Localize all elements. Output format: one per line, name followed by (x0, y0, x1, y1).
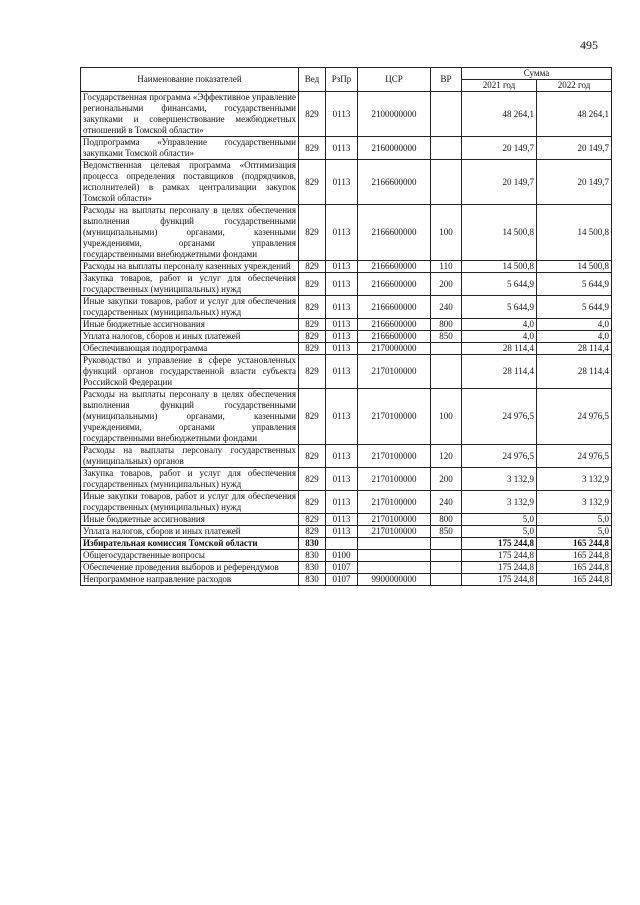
table-row (81, 389, 612, 445)
cell-csr: 2166600000 (358, 160, 431, 205)
cell-ved: 830 (299, 550, 326, 562)
cell-sum-2021: 5 644,9 (462, 296, 537, 319)
cell-ved: 829 (299, 261, 326, 273)
header-sum: Сумма (462, 68, 612, 80)
cell-rzpr: 0113 (326, 445, 358, 468)
cell-sum-2022: 165 244,8 (537, 574, 612, 586)
cell-rzpr: 0113 (326, 319, 358, 331)
cell-vr (431, 550, 462, 562)
cell-name: Закупка товаров, работ и услуг для обеспечения государственных (муниципальных) нужд (81, 273, 299, 296)
cell-name: Иные закупки товаров, работ и услуг для обеспечения государственных (муниципальных) нужд (81, 296, 299, 319)
table-row (81, 562, 612, 574)
header-vr: ВР (431, 68, 462, 92)
cell-csr: 2170100000 (358, 491, 431, 514)
cell-sum-2022: 24 976,5 (537, 389, 612, 445)
cell-sum-2021: 14 500,8 (462, 205, 537, 261)
cell-ved: 829 (299, 296, 326, 319)
cell-vr: 200 (431, 468, 462, 491)
cell-vr: 120 (431, 445, 462, 468)
table-row (81, 574, 612, 586)
cell-ved: 829 (299, 343, 326, 355)
cell-vr: 110 (431, 261, 462, 273)
cell-rzpr: 0113 (326, 137, 358, 160)
cell-vr (431, 355, 462, 389)
cell-rzpr: 0113 (326, 92, 358, 137)
table-row (81, 319, 612, 331)
cell-rzpr: 0113 (326, 273, 358, 296)
cell-ved: 829 (299, 526, 326, 538)
table-row (81, 468, 612, 491)
cell-sum-2021: 5,0 (462, 526, 537, 538)
cell-csr: 2160000000 (358, 137, 431, 160)
cell-csr: 2166600000 (358, 273, 431, 296)
cell-sum-2022: 5 644,9 (537, 296, 612, 319)
cell-sum-2021: 175 244,8 (462, 538, 537, 550)
cell-ved: 829 (299, 319, 326, 331)
table-row (81, 550, 612, 562)
cell-sum-2022: 165 244,8 (537, 550, 612, 562)
cell-rzpr: 0113 (326, 331, 358, 343)
cell-vr (431, 92, 462, 137)
cell-rzpr: 0107 (326, 574, 358, 586)
cell-sum-2022: 14 500,8 (537, 205, 612, 261)
cell-sum-2021: 3 132,9 (462, 491, 537, 514)
cell-name: Обеспечивающая подпрограмма (81, 343, 299, 355)
cell-ved: 830 (299, 574, 326, 586)
cell-ved: 829 (299, 137, 326, 160)
cell-rzpr: 0113 (326, 296, 358, 319)
cell-rzpr: 0113 (326, 389, 358, 445)
header-ved: Вед (299, 68, 326, 92)
cell-vr (431, 137, 462, 160)
cell-sum-2021: 14 500,8 (462, 261, 537, 273)
cell-ved: 829 (299, 514, 326, 526)
cell-name: Обеспечение проведения выборов и референдумов (81, 562, 299, 574)
cell-sum-2021: 3 132,9 (462, 468, 537, 491)
cell-vr: 200 (431, 273, 462, 296)
cell-sum-2022: 48 264,1 (537, 92, 612, 137)
cell-csr (358, 550, 431, 562)
page-number: 495 (580, 38, 598, 52)
table-row (81, 526, 612, 538)
cell-rzpr: 0100 (326, 550, 358, 562)
cell-csr: 2166600000 (358, 319, 431, 331)
header-rzpr: РзПр (326, 68, 358, 92)
cell-sum-2022: 5,0 (537, 526, 612, 538)
cell-csr: 2170100000 (358, 514, 431, 526)
cell-sum-2021: 175 244,8 (462, 550, 537, 562)
cell-vr: 850 (431, 526, 462, 538)
cell-sum-2021: 28 114,4 (462, 355, 537, 389)
cell-rzpr: 0113 (326, 355, 358, 389)
cell-sum-2022: 4,0 (537, 331, 612, 343)
cell-sum-2022: 28 114,4 (537, 355, 612, 389)
cell-name: Ведомственная целевая программа «Оптимизация процесса определения поставщиков (подрядчиков, исполнителей) в рамках централизации закупок Томской области» (81, 160, 299, 205)
cell-sum-2022: 3 132,9 (537, 468, 612, 491)
table-row (81, 160, 612, 205)
cell-ved: 829 (299, 273, 326, 296)
cell-sum-2022: 165 244,8 (537, 538, 612, 550)
cell-name: Руководство и управление в сфере установленных функций органов государственной власти субъекта Российской Федерации (81, 355, 299, 389)
cell-vr (431, 538, 462, 550)
cell-name: Расходы на выплаты персоналу в целях обеспечения выполнения функций государственными (муниципальными) органами, казенными учреждениями, органами управления государственными внебюджетными фондами (81, 389, 299, 445)
cell-rzpr: 0107 (326, 562, 358, 574)
cell-sum-2022: 24 976,5 (537, 445, 612, 468)
cell-ved: 829 (299, 160, 326, 205)
cell-csr: 2170100000 (358, 468, 431, 491)
table-row (81, 296, 612, 319)
cell-csr: 2166600000 (358, 205, 431, 261)
cell-vr: 240 (431, 296, 462, 319)
cell-name: Избирательная комиссия Томской области (81, 538, 299, 550)
table-row (81, 445, 612, 468)
cell-csr: 2170100000 (358, 389, 431, 445)
table-row (81, 273, 612, 296)
cell-csr: 2166600000 (358, 331, 431, 343)
cell-name: Уплата налогов, сборов и иных платежей (81, 526, 299, 538)
cell-csr: 2170100000 (358, 445, 431, 468)
cell-name: Общегосударственные вопросы (81, 550, 299, 562)
cell-ved: 829 (299, 205, 326, 261)
header-csr: ЦСР (358, 68, 431, 92)
cell-vr: 800 (431, 319, 462, 331)
cell-csr: 2170100000 (358, 526, 431, 538)
cell-name: Уплата налогов, сборов и иных платежей (81, 331, 299, 343)
table-row (81, 92, 612, 137)
cell-vr: 240 (431, 491, 462, 514)
cell-vr: 800 (431, 514, 462, 526)
cell-name: Расходы на выплаты персоналу в целях обеспечения выполнения функций государственными (муниципальными) органами, казенными учреждениями, органами управления государственными внебюджетными фондами (81, 205, 299, 261)
cell-sum-2021: 20 149,7 (462, 160, 537, 205)
cell-ved: 829 (299, 445, 326, 468)
header-year-2021: 2021 год (462, 80, 537, 92)
table-row (81, 343, 612, 355)
cell-sum-2022: 3 132,9 (537, 491, 612, 514)
cell-ved: 829 (299, 92, 326, 137)
cell-sum-2021: 24 976,5 (462, 445, 537, 468)
cell-sum-2021: 4,0 (462, 331, 537, 343)
table-row (81, 261, 612, 273)
cell-csr: 2166600000 (358, 296, 431, 319)
cell-ved: 830 (299, 562, 326, 574)
cell-rzpr: 0113 (326, 343, 358, 355)
cell-vr: 100 (431, 389, 462, 445)
cell-sum-2022: 5 644,9 (537, 273, 612, 296)
cell-sum-2022: 14 500,8 (537, 261, 612, 273)
cell-rzpr: 0113 (326, 205, 358, 261)
cell-vr (431, 343, 462, 355)
cell-name: Расходы на выплаты персоналу государственных (муниципальных) органов (81, 445, 299, 468)
table-row (81, 514, 612, 526)
table-row (81, 355, 612, 389)
cell-sum-2022: 4,0 (537, 319, 612, 331)
header-name: Наименование показателей (81, 68, 299, 92)
cell-rzpr: 0113 (326, 526, 358, 538)
cell-ved: 829 (299, 491, 326, 514)
cell-sum-2021: 20 149,7 (462, 137, 537, 160)
cell-sum-2021: 5 644,9 (462, 273, 537, 296)
cell-csr (358, 538, 431, 550)
cell-sum-2021: 48 264,1 (462, 92, 537, 137)
cell-vr (431, 160, 462, 205)
cell-rzpr: 0113 (326, 160, 358, 205)
cell-rzpr: 0113 (326, 491, 358, 514)
cell-vr (431, 574, 462, 586)
cell-ved: 829 (299, 355, 326, 389)
cell-vr: 850 (431, 331, 462, 343)
header-year-2022: 2022 год (537, 80, 612, 92)
cell-sum-2021: 175 244,8 (462, 562, 537, 574)
cell-vr (431, 562, 462, 574)
cell-rzpr: 0113 (326, 261, 358, 273)
table-row (81, 137, 612, 160)
cell-rzpr: 0113 (326, 468, 358, 491)
cell-sum-2021: 175 244,8 (462, 574, 537, 586)
cell-name: Непрограммное направление расходов (81, 574, 299, 586)
cell-csr: 2170000000 (358, 343, 431, 355)
cell-csr: 2170100000 (358, 355, 431, 389)
cell-sum-2022: 5,0 (537, 514, 612, 526)
cell-name: Иные бюджетные ассигнования (81, 514, 299, 526)
cell-sum-2022: 20 149,7 (537, 160, 612, 205)
cell-sum-2022: 20 149,7 (537, 137, 612, 160)
table-row (81, 205, 612, 261)
cell-name: Подпрограмма «Управление государственными закупками Томской области» (81, 137, 299, 160)
cell-name: Иные бюджетные ассигнования (81, 319, 299, 331)
cell-name: Иные закупки товаров, работ и услуг для обеспечения государственных (муниципальных) нужд (81, 491, 299, 514)
cell-sum-2021: 24 976,5 (462, 389, 537, 445)
table-row (81, 491, 612, 514)
cell-name: Государственная программа «Эффективное управление региональными финансами, государственными закупками и совершенствование межбюджетных отношений в Томской области» (81, 92, 299, 137)
cell-sum-2022: 165 244,8 (537, 562, 612, 574)
cell-sum-2021: 5,0 (462, 514, 537, 526)
cell-csr: 2166600000 (358, 261, 431, 273)
table-row (81, 331, 612, 343)
cell-ved: 830 (299, 538, 326, 550)
cell-ved: 829 (299, 331, 326, 343)
cell-sum-2021: 4,0 (462, 319, 537, 331)
cell-ved: 829 (299, 389, 326, 445)
cell-name: Закупка товаров, работ и услуг для обеспечения государственных (муниципальных) нужд (81, 468, 299, 491)
cell-csr: 2100000000 (358, 92, 431, 137)
table-row (81, 538, 612, 550)
cell-rzpr: 0113 (326, 514, 358, 526)
cell-sum-2022: 28 114,4 (537, 343, 612, 355)
cell-ved: 829 (299, 468, 326, 491)
table-body (81, 92, 612, 586)
cell-rzpr (326, 538, 358, 550)
cell-csr (358, 562, 431, 574)
cell-sum-2021: 28 114,4 (462, 343, 537, 355)
cell-name: Расходы на выплаты персоналу казенных учреждений (81, 261, 299, 273)
cell-csr: 9900000000 (358, 574, 431, 586)
budget-table (80, 67, 612, 586)
cell-vr: 100 (431, 205, 462, 261)
